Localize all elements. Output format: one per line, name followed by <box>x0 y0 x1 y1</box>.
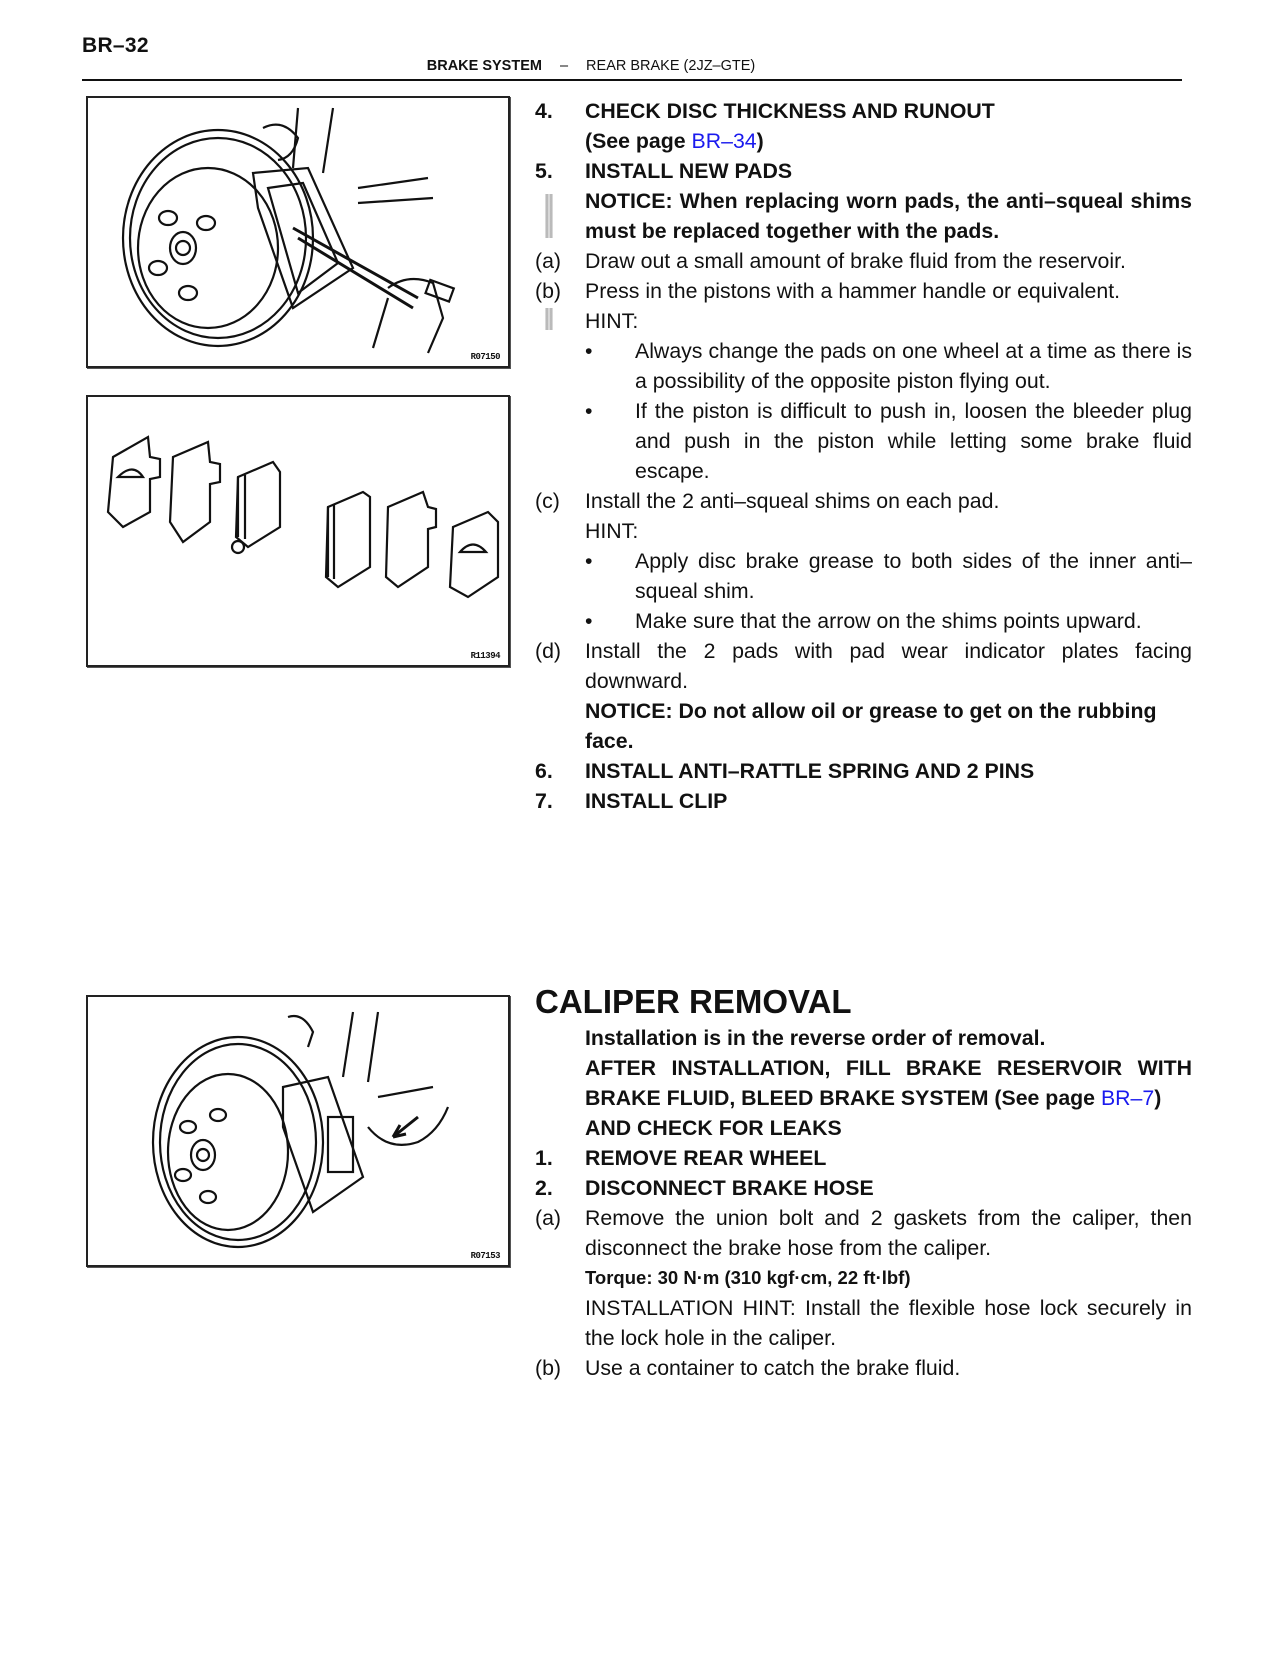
step-5-title: INSTALL NEW PADS <box>585 159 793 183</box>
caliper-hose-illustration <box>88 997 508 1265</box>
substep-a: (a) Draw out a small amount of brake fluid from the reservoir. <box>535 249 1126 273</box>
link-br-34[interactable]: BR–34 <box>691 129 757 153</box>
step-6: 6. INSTALL ANTI–RATTLE SPRING AND 2 PINS <box>535 759 1035 783</box>
bullet-icon: • <box>585 609 593 633</box>
figure-pads-and-shims <box>86 395 510 667</box>
substep-d: (d) Install the 2 pads with pad wear indicator plates facing downward. NOTICE: Do not allow oil or grease to get on the rubbing face. <box>535 636 1192 756</box>
hint-label: HINT: <box>585 519 639 543</box>
figure-code: R07153 <box>470 1251 500 1261</box>
header-separator: – <box>559 58 569 74</box>
bullet-icon: • <box>585 549 593 573</box>
notice-shims: NOTICE: When replacing worn pads, the anti–squeal shims must be replaced together with the pads. <box>585 189 1192 243</box>
running-header <box>0 58 1182 74</box>
page-number: BR–32 <box>82 34 149 57</box>
after-installation-note: AFTER INSTALLATION, FILL BRAKE RESERVOIR WITH BRAKE FLUID, BLEED BRAKE SYSTEM (See page BR–7) <box>585 1056 1192 1110</box>
removal-intro: Installation is in the reverse order of removal. AFTER INSTALLATION, FILL BRAKE RESERVOIR WITH BRAKE FLUID, BLEED BRAKE SYSTEM (See page BR–7) AND CHECK FOR LEAKS <box>585 1026 1192 1140</box>
hint-bullet: • Make sure that the arrow on the shims points upward. <box>535 606 1192 636</box>
bullet-icon: • <box>585 399 593 423</box>
caliper-removal-section <box>535 981 1192 1383</box>
substep-b: (b) Press in the pistons with a hammer handle or equivalent. HINT: <box>535 276 1192 336</box>
torque-spec: Torque: 30 N·m (310 kgf·cm, 22 ft·lbf) <box>585 1267 911 1288</box>
hint-label: HINT: <box>585 309 639 333</box>
substep-a: (a) Remove the union bolt and 2 gaskets from the caliper, then disconnect the brake hose from the caliper. Torque: 30 N·m (310 kgf·cm, 22 ft·lbf) INSTALLATION HINT: Install the flexible hose lock securely in the lock hole in the caliper. <box>535 1203 1192 1353</box>
step-5: 5. INSTALL NEW PADS NOTICE: When replacing worn pads, the anti–squeal shims must be replaced together with the pads. <box>535 156 1192 246</box>
section-heading: CALIPER REMOVAL <box>535 983 852 1020</box>
pad-installation-steps <box>535 96 1192 816</box>
see-page-ref: (See page BR–34) <box>585 129 764 153</box>
substep-b: (b) Use a container to catch the brake fluid. <box>535 1356 961 1380</box>
step-2: 2. DISCONNECT BRAKE HOSE <box>535 1176 874 1200</box>
system-name: BRAKE SYSTEM <box>426 58 542 74</box>
hint-bullet: • Apply disc brake grease to both sides of the inner anti–squeal shim. <box>535 546 1192 606</box>
link-br-7[interactable]: BR–7 <box>1100 1086 1155 1110</box>
step-7: 7. INSTALL CLIP <box>535 789 728 813</box>
substep-c: (c) Install the 2 anti–squeal shims on each pad. HINT: <box>535 486 1192 546</box>
section-name: REAR BRAKE (2JZ–GTE) <box>586 58 756 74</box>
hint-bullet: • Always change the pads on one wheel at a time as there is a possibility of the opposite piston flying out. <box>535 336 1192 396</box>
hint-bullet: • If the piston is difficult to push in, loosen the bleeder plug and push in the piston while letting some brake fluid escape. <box>535 396 1192 486</box>
step-4: 4. CHECK DISC THICKNESS AND RUNOUT (See page BR–34) <box>535 96 1192 156</box>
notice-oil: NOTICE: Do not allow oil or grease to get on the rubbing face. <box>585 699 1157 753</box>
step-1: 1. REMOVE REAR WHEEL <box>535 1146 827 1170</box>
installation-hint: INSTALLATION HINT: Install the flexible hose lock securely in the lock hole in the caliper. <box>585 1296 1192 1350</box>
pads-shims-illustration <box>88 397 508 665</box>
brake-disc-illustration <box>88 98 508 366</box>
figure-press-pistons <box>86 96 510 368</box>
step-4-title: CHECK DISC THICKNESS AND RUNOUT <box>585 99 995 123</box>
header-rule <box>82 79 1182 81</box>
figure-caliper-removal <box>86 995 510 1267</box>
figure-code: R07150 <box>470 352 500 362</box>
figure-code: R11394 <box>470 651 500 661</box>
bullet-icon: • <box>585 339 593 363</box>
